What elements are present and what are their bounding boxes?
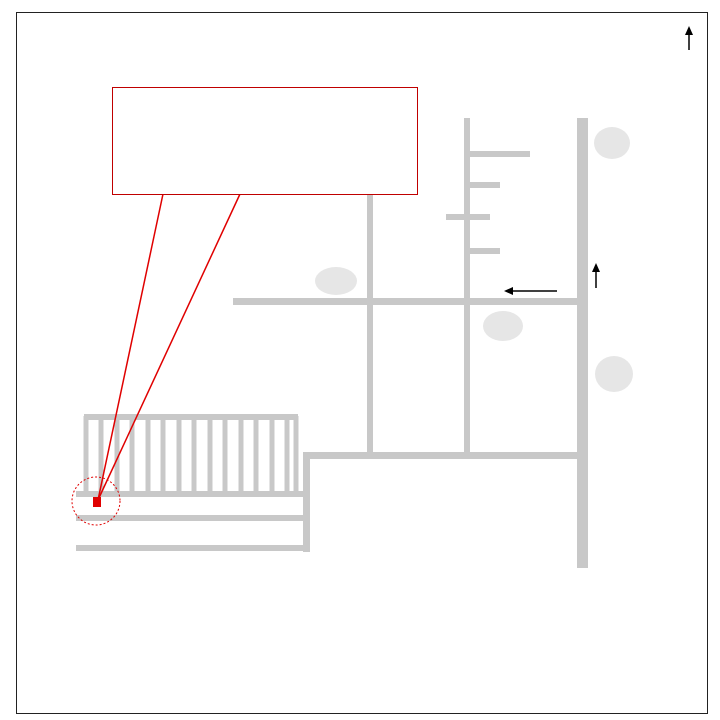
side-street-2 — [470, 182, 500, 188]
tacurong-arrow — [592, 263, 600, 288]
subdivision-street-bottom — [76, 545, 303, 551]
side-street-4 — [470, 248, 500, 254]
ndu-bubble — [483, 311, 523, 341]
subdivision-street-mid — [76, 491, 303, 497]
lot-dividers — [86, 416, 296, 492]
diversion-road-left — [303, 452, 310, 552]
main-highway-road — [577, 118, 588, 568]
sueno-bubble — [594, 127, 630, 159]
east-west-road — [233, 298, 577, 305]
property-marker — [93, 497, 101, 507]
ndu-road — [464, 118, 470, 452]
property-callout — [112, 87, 418, 195]
banga-surallah-arrow — [504, 287, 557, 295]
petron-bubble — [315, 267, 357, 295]
side-street-3 — [446, 214, 490, 220]
north-arrow-icon — [685, 26, 693, 50]
callout-pointer-lines — [98, 194, 240, 500]
side-street-1 — [470, 151, 530, 157]
subdivision-street-low — [76, 515, 303, 521]
diversion-road-top — [303, 452, 577, 459]
kcc-bubble — [595, 356, 633, 392]
capitol-road — [367, 182, 373, 452]
